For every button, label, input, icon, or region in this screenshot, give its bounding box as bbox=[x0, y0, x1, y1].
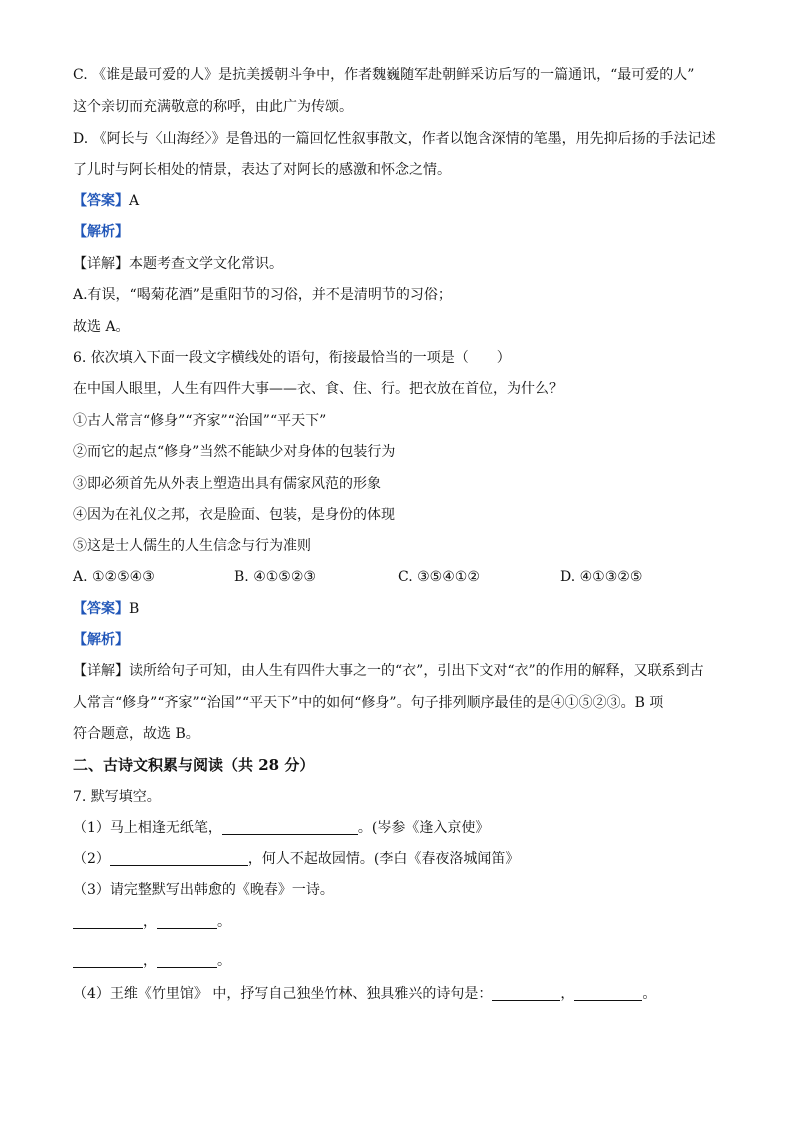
q7-part-3: （3）请完整默写出韩愈的《晚春》一诗。 bbox=[73, 882, 334, 898]
q5-answer-line bbox=[73, 192, 733, 210]
q6-answer-line bbox=[73, 600, 733, 618]
option-c-line-1: C. 《谁是最可爱的人》是抗美援朝斗争中，作者魏巍随军赴朝鲜采访后写的一篇通讯，“最可爱的人” bbox=[73, 67, 695, 83]
q7-part-3-blanks-1 bbox=[73, 913, 733, 931]
q5-detail-line bbox=[73, 255, 733, 273]
q6-passage: 在中国人眼里，人生有四件大事——衣、食、住、行。把衣放在首位，为什么？ bbox=[73, 381, 563, 397]
q6-stem: 6. 依次填入下面一段文字横线处的语句，衔接最恰当的一项是（ ） bbox=[73, 350, 511, 366]
q6-sentence-1: ①古人常言“修身”“齐家”“治国”“平天下” bbox=[73, 413, 327, 429]
q7-part-2-text: ，何人不起故园情。(李白《春夜洛城闻笛》 bbox=[247, 851, 520, 867]
q6-detail-line-1 bbox=[73, 662, 733, 680]
q6-sentence-5: ⑤这是士人儒生的人生信念与行为准则 bbox=[73, 538, 311, 554]
fill-blank[interactable] bbox=[157, 953, 217, 968]
q6-sentence-4: ④因为在礼仪之邦，衣是脸面、包装，是身份的体现 bbox=[73, 507, 395, 523]
fill-blank[interactable] bbox=[222, 820, 358, 835]
q7-part-1-source: 。(岑参《逢入京使》 bbox=[357, 820, 490, 836]
q7-part-1 bbox=[73, 819, 733, 837]
q6-option-b: B. ④①⑤②③ bbox=[234, 569, 316, 585]
answer-tag: 【答案】 bbox=[73, 193, 129, 209]
q6-option-c: C. ③⑤④①② bbox=[398, 569, 480, 585]
analysis-tag: 【解析】 bbox=[73, 632, 129, 648]
q6-sentence-2: ②而它的起点“修身”当然不能缺少对身体的包装行为 bbox=[73, 444, 396, 460]
detail-tag: 【详解】 bbox=[73, 663, 129, 679]
comma: ， bbox=[143, 914, 157, 930]
q6-option-d: D. ④①③②⑤ bbox=[560, 569, 643, 585]
detail-text: 本题考查文学文化常识。 bbox=[129, 256, 283, 272]
q7-part-1-text: （1）马上相逢无纸笔， bbox=[73, 820, 222, 836]
comma: ， bbox=[143, 953, 157, 969]
period: 。 bbox=[217, 953, 231, 969]
fill-blank[interactable] bbox=[73, 953, 143, 968]
detail-tag: 【详解】 bbox=[73, 256, 129, 272]
q6-analysis-line bbox=[73, 631, 733, 649]
q7-stem: 7. 默写填空。 bbox=[73, 789, 161, 805]
fill-blank[interactable] bbox=[157, 914, 217, 929]
fill-blank[interactable] bbox=[574, 986, 642, 1001]
q7-part-2 bbox=[73, 850, 733, 868]
option-d-line-1: D. 《阿长与〈山海经〉》是鲁迅的一篇回忆性叙事散文，作者以饱含深情的笔墨，用先抑后扬的手法记述 bbox=[73, 131, 716, 147]
option-d-line-2: 了儿时与阿长相处的情景，表达了对阿长的感激和怀念之情。 bbox=[73, 162, 451, 178]
fill-blank[interactable] bbox=[110, 851, 248, 866]
section-heading: 二、古诗文积累与阅读（共 28 分） bbox=[73, 756, 315, 774]
comma: ， bbox=[560, 986, 575, 1002]
detail-text-1: 读所给句子可知，由人生有四件大事之一的“衣”，引出下文对“衣”的作用的解释，又联系到古 bbox=[129, 663, 704, 679]
q5-analysis-line bbox=[73, 223, 733, 241]
q6-detail-line-3: 符合题意，故选 B。 bbox=[73, 726, 200, 742]
q7-part-3-blanks-2 bbox=[73, 952, 733, 970]
answer-value: A bbox=[129, 193, 140, 209]
q7-part-4-text: （4）王维《竹里馆》 中，抒写自己独坐竹林、独具雅兴的诗句是： bbox=[73, 986, 493, 1002]
q5-detail-a: A.有误，“喝菊花酒”是重阳节的习俗，并不是清明节的习俗； bbox=[73, 287, 452, 303]
q6-options bbox=[73, 568, 733, 586]
q6-option-a: A. ①②⑤④③ bbox=[73, 569, 155, 585]
q6-sentence-3: ③即必须首先从外表上塑造出具有儒家风范的形象 bbox=[73, 476, 381, 492]
option-c-line-2: 这个亲切而充满敬意的称呼，由此广为传颂。 bbox=[73, 99, 353, 115]
analysis-tag: 【解析】 bbox=[73, 224, 129, 240]
period: 。 bbox=[217, 914, 231, 930]
answer-tag: 【答案】 bbox=[73, 601, 129, 617]
fill-blank[interactable] bbox=[492, 986, 560, 1001]
fill-blank[interactable] bbox=[73, 914, 143, 929]
period: 。 bbox=[642, 986, 657, 1002]
q5-choose: 故选 A。 bbox=[73, 319, 130, 335]
q7-part-2-label: （2） bbox=[73, 851, 110, 867]
q6-detail-line-2: 人常言“修身”“齐家”“治国”“平天下”中的如何“修身”。句子排列顺序最佳的是④①⑤②③。B 项 bbox=[73, 695, 664, 711]
answer-value: B bbox=[129, 601, 140, 617]
q7-part-4 bbox=[73, 985, 733, 1003]
